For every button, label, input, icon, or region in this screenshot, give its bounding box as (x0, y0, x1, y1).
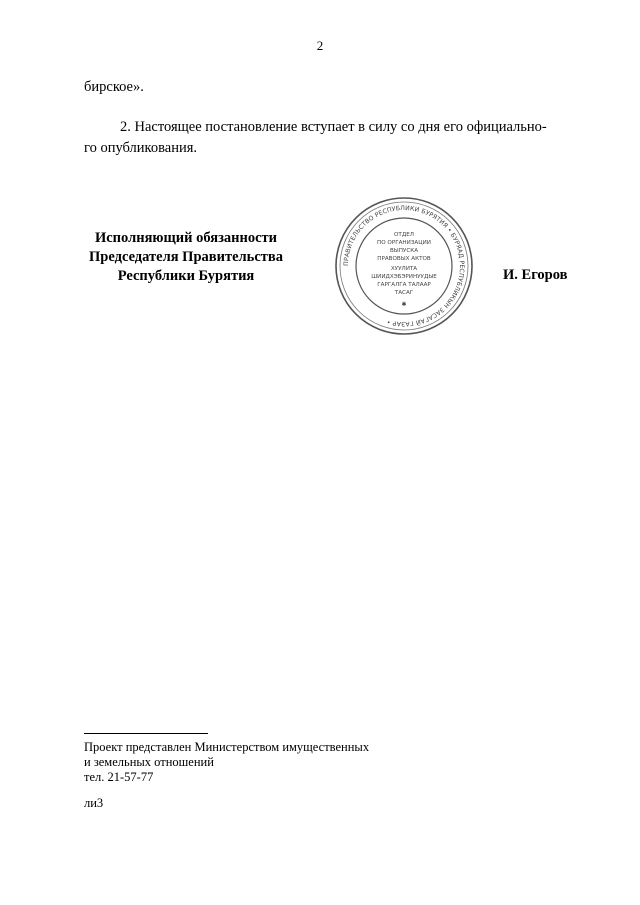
footnote-line-2: и земельных отношений (84, 755, 214, 769)
signatory-title (60, 229, 312, 286)
seal-inner-line-3: ВЫПУСКА (389, 248, 419, 254)
footnote-divider (84, 733, 208, 734)
paragraph-2-line-1: 2. Настоящее постановление вступает в силу со дня его официально- (120, 119, 547, 135)
seal-inner-line-5: ХУУЛИТА (390, 266, 418, 272)
signatory-title-line-3: Республики Бурятия (117, 268, 255, 284)
signatory-name: И. Егоров (503, 267, 568, 283)
seal-outer-text: ПРАВИТЕЛЬСТВО РЕСПУБЛИКИ БУРЯТИЯ • БУРЯАД РЕСПУБЛИКЫН ЗАСАГАЙ ГАЗАР • (342, 204, 466, 328)
paragraph-2-line-2: го опубликования. (84, 140, 198, 156)
seal-inner-line-2: ПО ОРГАНИЗАЦИИ (377, 240, 431, 246)
seal-inner-line-4: ПРАВОВЫХ АКТОВ (377, 256, 431, 262)
footnote-line-1: Проект представлен Министерством имущественных (84, 740, 370, 754)
seal-inner-line-7: ГАРГАЛГА ТАЛААР (377, 282, 431, 288)
page-number: 2 (316, 38, 324, 53)
seal-star-icon: ✱ (401, 301, 407, 308)
seal-inner-line-8: ТАСАГ (394, 290, 414, 296)
paragraph-continuation: бирское». (84, 79, 144, 95)
official-seal-stamp (334, 196, 474, 336)
signatory-title-line-1: Исполняющий обязанности (94, 230, 278, 246)
footnote-code: ли3 (84, 796, 104, 810)
seal-inner-line-6: ШИИДХЭБЭРИНУУДЫЕ (371, 274, 437, 280)
seal-inner-line-1: ОТДЕЛ (394, 232, 414, 238)
signatory-title-line-2: Председателя Правительства (89, 249, 283, 265)
footnote-phone: тел. 21-57-77 (84, 770, 154, 784)
